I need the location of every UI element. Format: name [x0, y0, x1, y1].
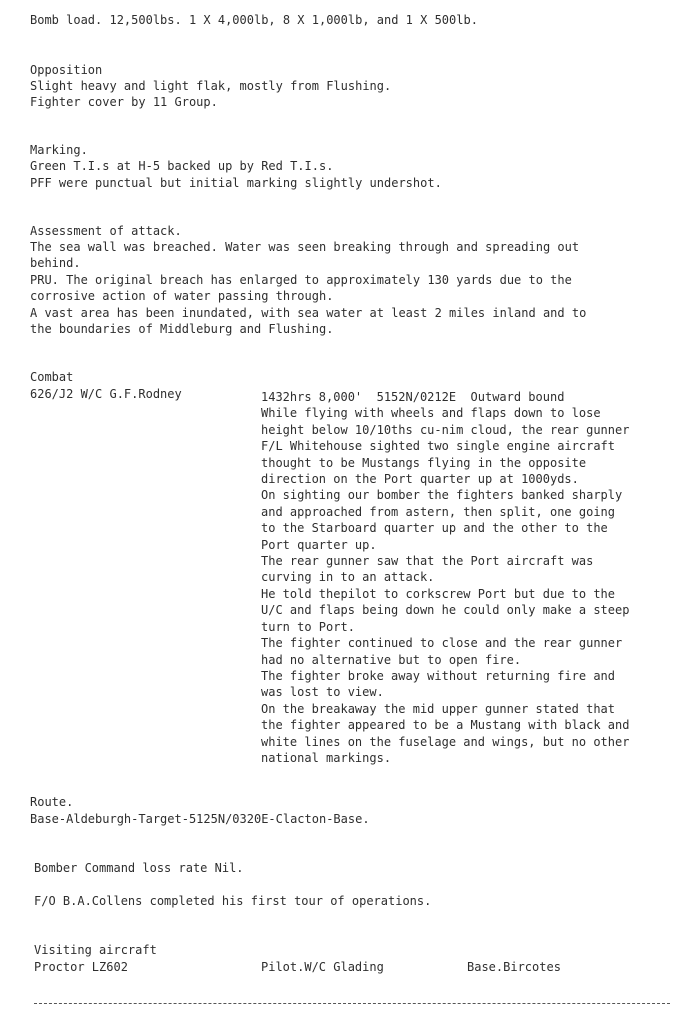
loss-rate-line: Bomber Command loss rate Nil.	[34, 861, 244, 875]
combat-report-line: thought to be Mustangs flying in the opposite	[261, 455, 587, 470]
assessment-line: The sea wall was breached. Water was seen breaking through and spreading out	[30, 240, 580, 254]
combat-report-line: direction on the Port quarter up at 1000yds.	[261, 472, 579, 487]
combat-report-line: The fighter continued to close and the rear gunner	[261, 636, 623, 651]
combat-report-line: The fighter broke away without returning fire and	[261, 668, 616, 683]
combat-report-line: national markings.	[261, 750, 392, 765]
visiting-pilot: Pilot.W/C Glading	[261, 960, 384, 974]
combat-report-line: Port quarter up.	[261, 537, 377, 552]
assessment-heading: Assessment of attack.	[30, 224, 182, 238]
combat-report-line: white lines on the fuselage and wings, but no other	[261, 734, 630, 749]
route-text: Base-Aldeburgh-Target-5125N/0320E-Clacton-Base.	[30, 812, 370, 826]
combat-report-line: U/C and flaps being down he could only make a steep	[261, 603, 630, 618]
combat-report	[261, 389, 676, 766]
opposition-line: Slight heavy and light flak, mostly from Flushing.	[30, 79, 392, 93]
assessment-line: behind.	[30, 256, 81, 270]
combat-report-line: to the Starboard quarter up and the other to the	[261, 521, 608, 536]
bomb-load-line: Bomb load. 12,500lbs. 1 X 4,000lb, 8 X 1,000lb, and 1 X 500lb.	[30, 13, 478, 27]
visiting-heading: Visiting aircraft	[34, 943, 157, 957]
combat-report-line: was lost to view.	[261, 685, 384, 700]
combat-report-line: turn to Port.	[261, 619, 355, 634]
visiting-aircraft: Proctor LZ602	[34, 960, 128, 974]
marking-line: PFF were punctual but initial marking slightly undershot.	[30, 176, 442, 190]
assessment-line: corrosive action of water passing through.	[30, 289, 334, 303]
combat-report-line: had no alternative but to open fire.	[261, 652, 522, 667]
tour-note-line: F/O B.A.Collens completed his first tour of operations.	[34, 894, 432, 908]
marking-line: Green T.I.s at H-5 backed up by Red T.I.s.	[30, 159, 334, 173]
combat-report-line: the fighter appeared to be a Mustang with black and	[261, 718, 630, 733]
assessment-line: the boundaries of Middleburg and Flushing.	[30, 322, 334, 336]
opposition-line: Fighter cover by 11 Group.	[30, 95, 218, 109]
combat-report-line: curving in to an attack.	[261, 570, 435, 585]
route-heading: Route.	[30, 795, 74, 809]
marking-heading: Marking.	[30, 143, 88, 157]
combat-report-line: The rear gunner saw that the Port aircraft was	[261, 554, 594, 569]
combat-report-line: He told thepilot to corkscrew Port but due to the	[261, 586, 616, 601]
combat-heading: Combat	[30, 370, 74, 384]
combat-report-line: and approached from astern, then split, one going	[261, 504, 616, 519]
combat-report-line: On the breakaway the mid upper gunner stated that	[261, 701, 616, 716]
opposition-heading: Opposition	[30, 63, 103, 77]
combat-report-line: 1432hrs 8,000' 5152N/0212E Outward bound	[261, 390, 565, 404]
assessment-line: PRU. The original breach has enlarged to approximately 130 yards due to the	[30, 273, 572, 287]
combat-report-line: height below 10/10ths cu-nim cloud, the rear gunner	[261, 422, 630, 437]
combat-report-line: While flying with wheels and flaps down to lose	[261, 406, 601, 421]
assessment-line: A vast area has been inundated, with sea water at least 2 miles inland and to	[30, 306, 587, 320]
combat-crew: 626/J2 W/C G.F.Rodney	[30, 387, 182, 401]
bottom-divider	[34, 1003, 670, 1004]
visiting-base: Base.Bircotes	[467, 960, 561, 974]
combat-report-line: F/L Whitehouse sighted two single engine aircraft	[261, 439, 616, 454]
combat-report-line: On sighting our bomber the fighters banked sharply	[261, 488, 623, 503]
